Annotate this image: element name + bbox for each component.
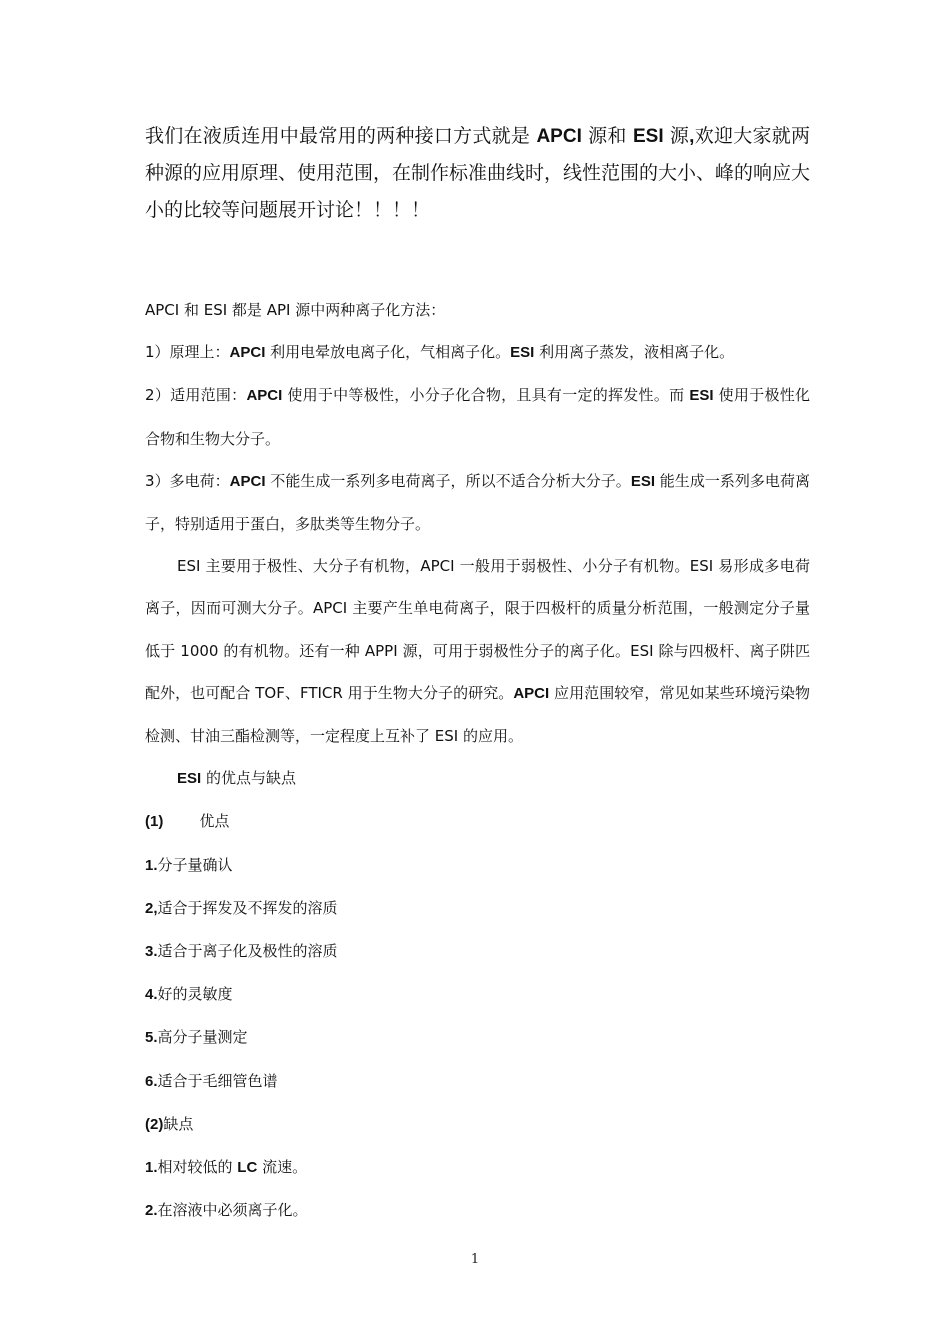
advantage-item (145, 1060, 810, 1103)
intro-comma: , (689, 126, 695, 147)
scope-label: 2）适用范围： (145, 386, 247, 405)
summary-paragraph (145, 545, 810, 757)
principle-label: 1）原理上： (145, 343, 230, 362)
charge-esi: ESI (630, 472, 655, 490)
charge-apci: APCI (229, 472, 266, 490)
charge-text: 能生成一系列多电荷离子，特别适用于蛋白，多肽类等生物分子。 (145, 471, 810, 534)
disadvantage-number: 1. (145, 1159, 158, 1177)
disadvantage-text: 流速。 (257, 1158, 308, 1177)
principle-apci: APCI (229, 344, 266, 362)
advantage-item (145, 1016, 810, 1059)
scope-text: 使用于极性化合物和生物大分子。 (145, 386, 811, 448)
advantage-text: 适合于挥发及不挥发的溶质 (157, 898, 338, 917)
advantage-text: 高分子量测定 (157, 1028, 248, 1047)
disadvantage-number: 2. (145, 1202, 158, 1220)
advantage-item (145, 844, 810, 887)
principle-text: 利用电晕放电离子化，气相离子化。 (265, 343, 511, 362)
document-body (145, 118, 810, 1232)
summary-text: ESI 主要用于极性、大分子有机物，APCI 一般用于弱极性、小分子有机物。ESI 易形成多电荷离子，因而可测大分子。APCI 主要产生单电荷离子，限于四极杆的质量分析范围，一般测定分子量低于 1000 的有机物。还有一种 APPI 源，可用于弱极性分子的离子化。ESI 除与四极杆、离子阱匹配外，也可配合 TOF、FTICR 用于生物大分子的研究。 (145, 557, 810, 702)
charge-paragraph (145, 460, 810, 545)
advantage-item (145, 930, 810, 973)
advantage-item (145, 887, 810, 930)
scope-esi: ESI (689, 387, 714, 405)
intro-apci: APCI (536, 126, 582, 147)
main-section (145, 289, 810, 1232)
charge-label: 3）多电荷： (145, 471, 230, 490)
intro-text: 源和 (581, 125, 633, 147)
disadvantage-text: 在溶液中必须离子化。 (157, 1201, 308, 1220)
charge-text: 不能生成一系列多电荷离子，所以不适合分析大分子。 (265, 471, 631, 490)
advantage-text: 分子量确认 (157, 855, 233, 874)
disadvantage-text: 相对较低的 (157, 1158, 238, 1177)
intro-paragraph (145, 118, 810, 229)
principle-text: 利用离子蒸发，液相离子化。 (534, 343, 735, 362)
advantage-number: 4. (145, 986, 158, 1004)
principle-esi: ESI (510, 344, 535, 362)
intro-text: 我们在液质连用中最常用的两种接口方式就是 (145, 125, 537, 147)
scope-text: 使用于中等极性，小分子化合物，且具有一定的挥发性。而 (282, 386, 690, 405)
intro-esi: ESI (632, 126, 664, 147)
principle-paragraph (145, 331, 810, 374)
esi-heading-esi: ESI (177, 770, 202, 788)
disadvantages-number: (2) (145, 1115, 164, 1133)
advantage-number: 5. (145, 1029, 158, 1047)
disadvantage-lc: LC (237, 1159, 258, 1177)
page-number: 1 (470, 1252, 480, 1267)
summary-text: 应用范围较窄，常见如某些环境污染物检测、甘油三酯检测等，一定程度上互补了 ESI 的应用。 (145, 683, 810, 746)
advantage-number: 6. (145, 1072, 158, 1090)
advantage-text: 适合于离子化及极性的溶质 (157, 942, 338, 961)
disadvantage-item (145, 1189, 810, 1232)
advantages-label: 优点 (199, 812, 230, 831)
advantage-number: 3. (145, 943, 158, 961)
api-intro-paragraph: APCI 和 ESI 都是 API 源中两种离子化方法： (145, 301, 446, 319)
advantage-text: 适合于毛细管色谱 (157, 1071, 278, 1090)
disadvantages-heading (145, 1103, 810, 1146)
scope-apci: APCI (246, 387, 283, 405)
advantage-text: 好的灵敏度 (157, 985, 233, 1004)
esi-heading-text: 的优点与缺点 (201, 769, 296, 788)
esi-heading (145, 757, 810, 800)
intro-text: 源 (663, 125, 690, 147)
scope-paragraph (145, 374, 810, 459)
advantage-item (145, 973, 810, 1016)
advantage-number: 2, (145, 899, 158, 917)
intro-section (145, 118, 810, 229)
advantage-number: 1. (145, 856, 158, 874)
advantages-heading (145, 800, 810, 843)
disadvantages-label: 缺点 (163, 1114, 194, 1133)
summary-apci: APCI (513, 684, 550, 702)
advantages-number: (1) (145, 813, 164, 831)
disadvantage-item (145, 1146, 810, 1189)
intro-text: 欢迎大家就两种源的应用原理、使用范围，在制作标准曲线时，线性范围的大小、峰的响应大小的比较等问题展开讨论！！！！ (145, 125, 811, 221)
